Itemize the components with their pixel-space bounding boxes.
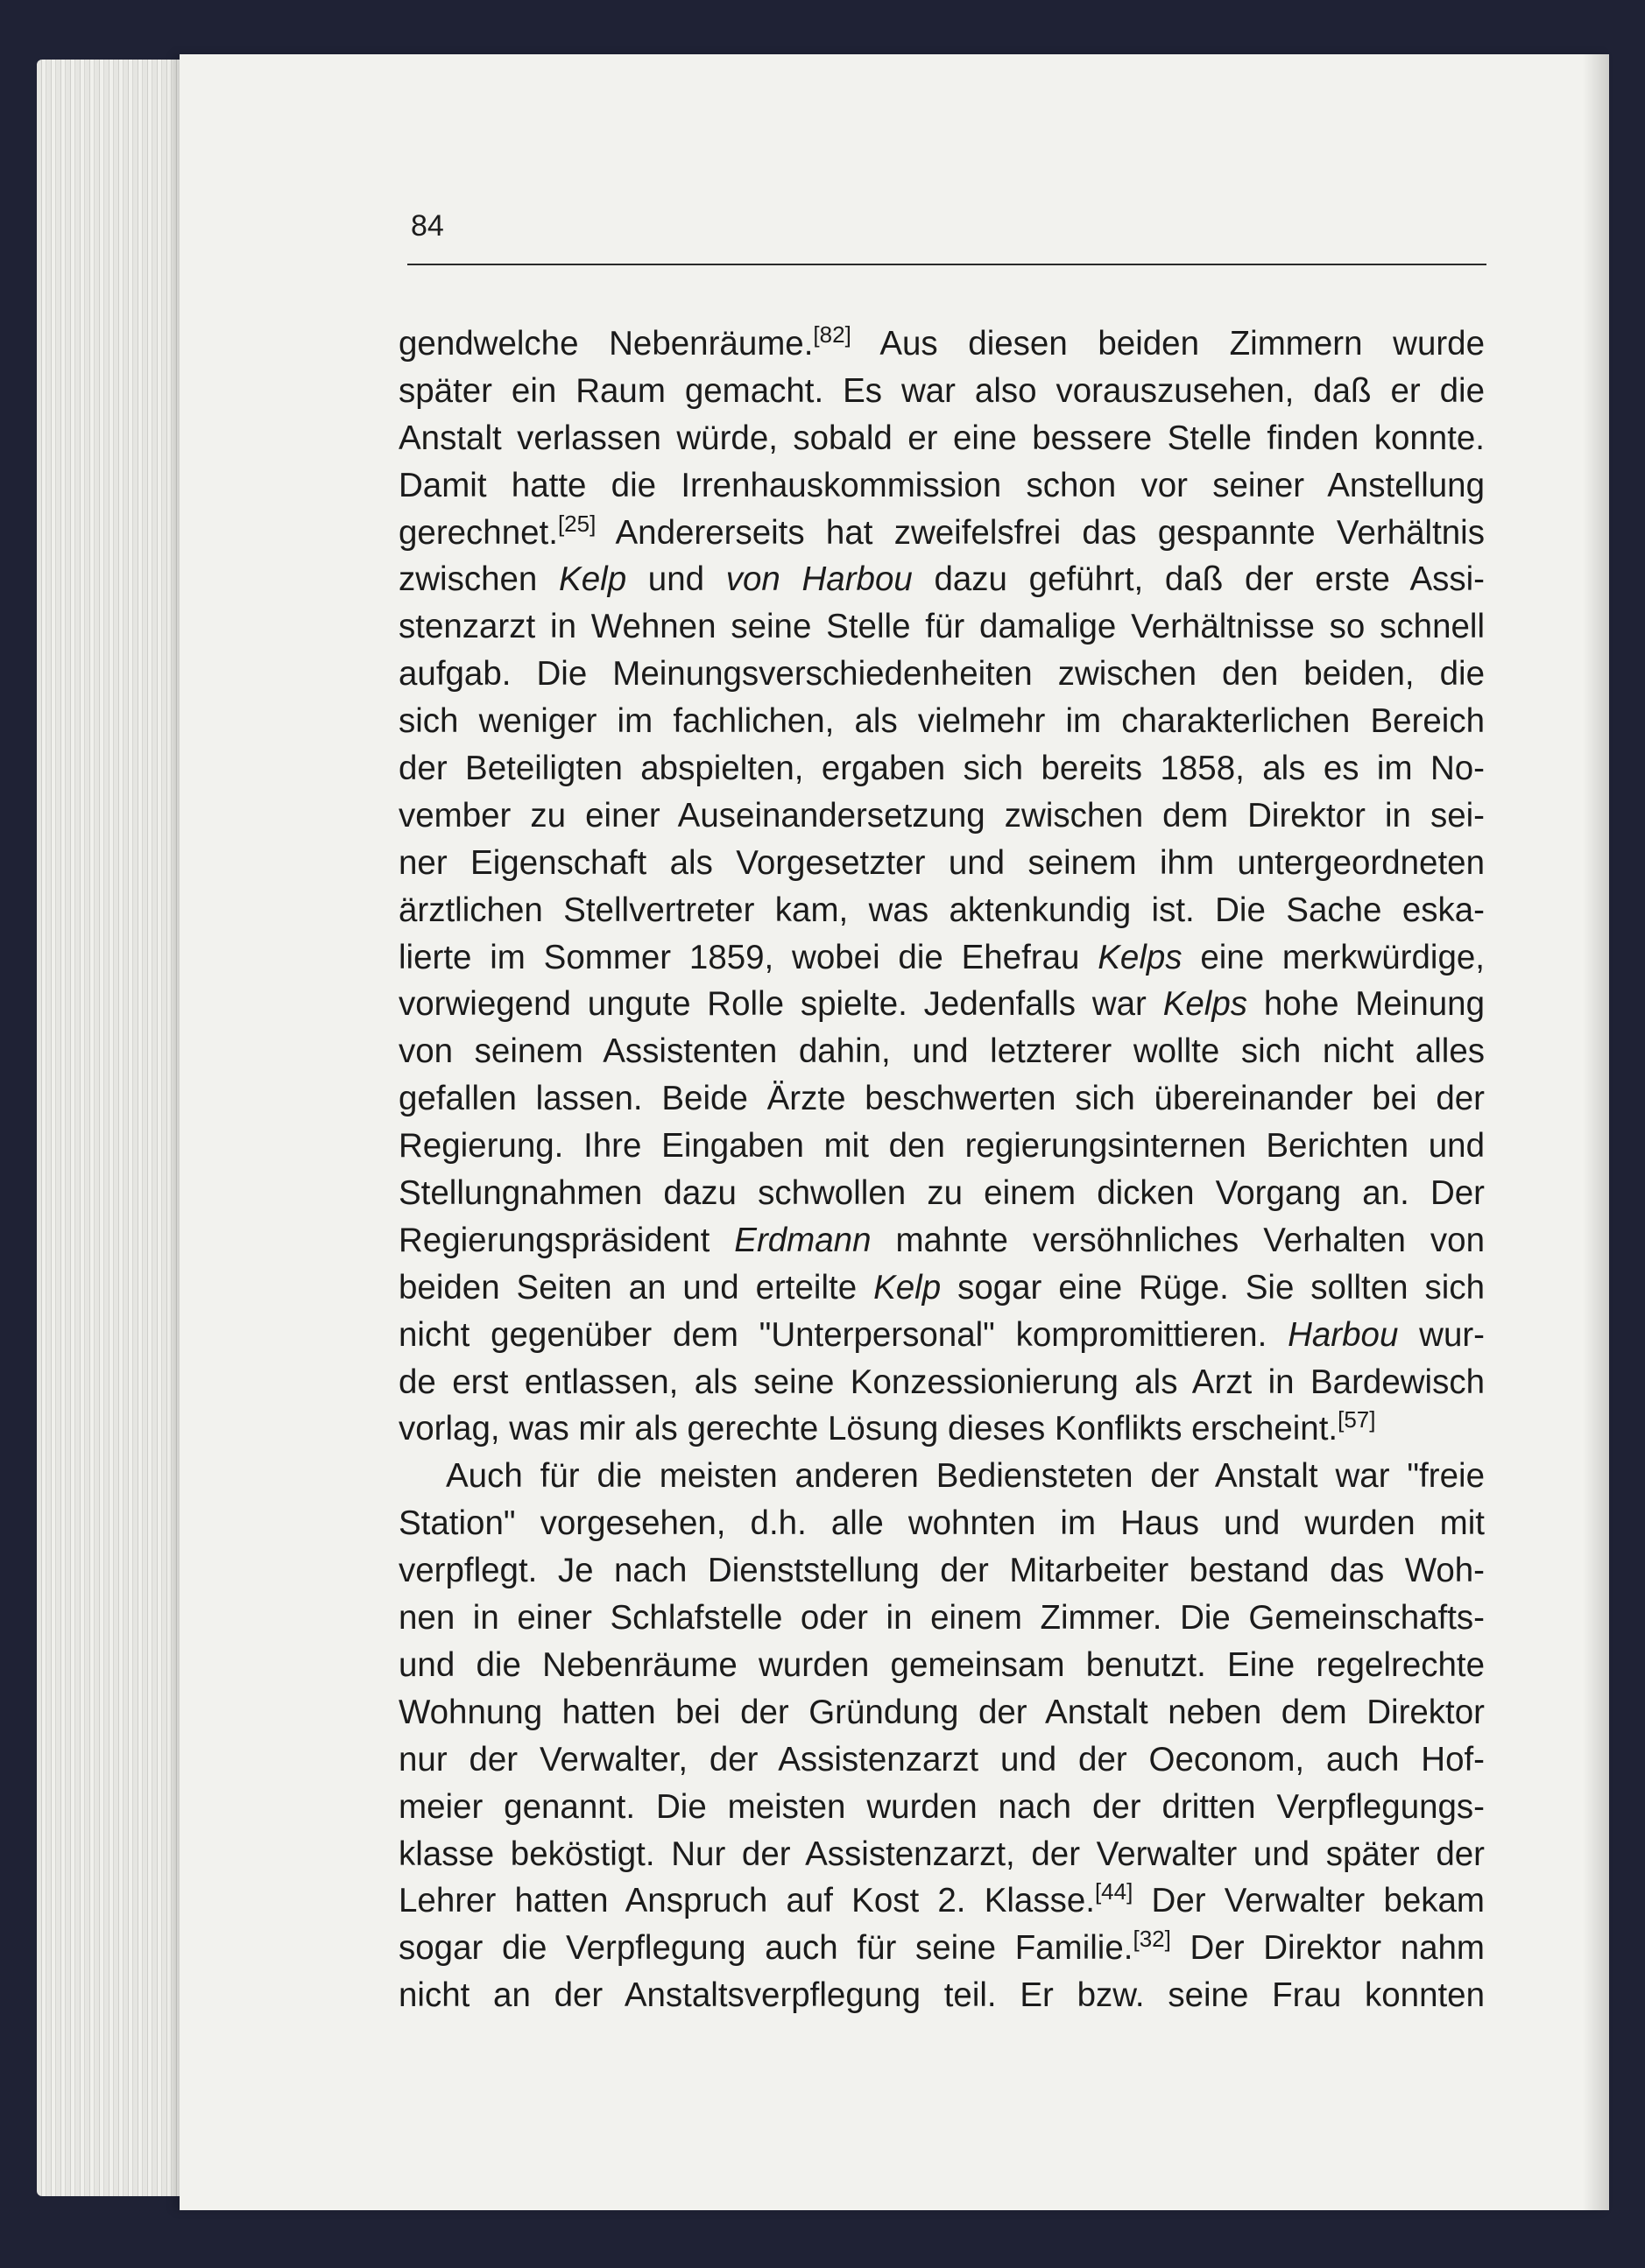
text-line: Wohnung hatten bei der Gründung der Anstalt neben dem Direktor — [399, 1693, 1485, 1731]
footnote-ref: [82] — [813, 321, 851, 348]
text-line: Damit hatte die Irrenhauskommission schon vor seiner Anstellung — [399, 466, 1485, 504]
person-name: Harbou — [1288, 1315, 1399, 1354]
text-line: Lehrer hatten Anspruch auf Kost 2. Klasse.[44] Der Verwalter bekam — [399, 1878, 1485, 1920]
text-line: ärztlichen Stellvertreter kam, was aktenkundig ist. Die Sache eska- — [399, 891, 1485, 929]
text-line: und die Nebenräume wurden gemeinsam benutzt. Eine regelrechte — [399, 1645, 1485, 1684]
text-line: zwischen Kelp und von Harbou dazu geführt, daß der erste Assi- — [399, 560, 1485, 599]
text-line: Regierungspräsident Erdmann mahnte versöhnliches Verhalten von — [399, 1221, 1485, 1259]
person-name: von Harbou — [725, 560, 913, 599]
footnote-ref: [25] — [557, 510, 597, 537]
text-line: nen in einer Schlafstelle oder in einem Zimmer. Die Gemeinschafts- — [399, 1599, 1485, 1638]
text-line: nur der Verwalter, der Assistenzarzt und der Oeconom, auch Hof- — [399, 1740, 1485, 1778]
text-line: vorlag, was mir als gerechte Lösung dieses Konflikts erscheint.[57] — [399, 1406, 1376, 1448]
text-line: Regierung. Ihre Eingaben mit den regierungsinternen Berichten und — [399, 1127, 1485, 1166]
text-line: von seinem Assistenten dahin, und letzterer wollte sich nicht alles — [399, 1032, 1485, 1071]
text-line: de erst entlassen, als seine Konzessionierung als Arzt in Bardewisch — [399, 1363, 1485, 1401]
text-line: stenzarzt in Wehnen seine Stelle für damalige Verhältnisse so schnell — [399, 608, 1485, 646]
text-line: gefallen lassen. Beide Ärzte beschwerten sich übereinander bei der — [399, 1080, 1485, 1118]
page-gutter-shadow — [1583, 54, 1609, 2210]
text-line: beiden Seiten an und erteilte Kelp sogar eine Rüge. Sie sollten sich — [399, 1268, 1485, 1307]
text-line: Station" vorgesehen, d.h. alle wohnten im Haus und wurden mit — [399, 1504, 1485, 1543]
person-name: Kelp — [873, 1268, 942, 1307]
body-text — [399, 320, 1485, 2019]
text-line: Stellungnahmen dazu schwollen zu einem dicken Vorgang an. Der — [399, 1174, 1485, 1213]
text-line: sich weniger im fachlichen, als vielmehr im charakterlichen Bereich — [399, 702, 1485, 741]
text-line: sogar die Verpflegung auch für seine Familie.[32] Der Direktor nahm — [399, 1926, 1485, 1968]
page-edges — [37, 60, 194, 2196]
footnote-ref: [44] — [1094, 1878, 1133, 1905]
person-name: Erdmann — [734, 1221, 872, 1259]
text-line: gerechnet.[25] Andererseits hat zweifelsfrei das gespannte Verhältnis — [399, 510, 1485, 552]
text-line: verpflegt. Je nach Dienststellung der Mitarbeiter bestand das Woh- — [399, 1552, 1485, 1590]
text-line: der Beteiligten abspielten, ergaben sich bereits 1858, als es im No- — [399, 750, 1485, 788]
person-name: Kelp — [559, 560, 627, 599]
text-line: Auch für die meisten anderen Bediensteten der Anstalt war "freie — [446, 1457, 1485, 1496]
text-line: vember zu einer Auseinandersetzung zwischen dem Direktor in sei- — [399, 796, 1485, 835]
text-line: nicht gegenüber dem "Unterpersonal" kompromittieren. Harbou wur- — [399, 1315, 1485, 1354]
page-number: 84 — [411, 209, 444, 243]
text-line: lierte im Sommer 1859, wobei die Ehefrau Kelps eine merkwürdige, — [399, 938, 1485, 976]
text-line: Anstalt verlassen würde, sobald er eine bessere Stelle finden konnte. — [399, 419, 1485, 457]
text-line: später ein Raum gemacht. Es war also vorauszusehen, daß er die — [399, 371, 1485, 410]
text-line: meier genannt. Die meisten wurden nach der dritten Verpflegungs- — [399, 1787, 1485, 1826]
text-line: aufgab. Die Meinungsverschiedenheiten zwischen den beiden, die — [399, 655, 1485, 694]
text-line: klasse beköstigt. Nur der Assistenzarzt, der Verwalter und später der — [399, 1835, 1485, 1873]
text-line: vorwiegend ungute Rolle spielte. Jedenfalls war Kelps hohe Meinung — [399, 985, 1485, 1024]
text-line: nicht an der Anstaltsverpflegung teil. Er bzw. seine Frau konnten — [399, 1976, 1485, 2015]
text-line: gendwelche Nebenräume.[82] Aus diesen beiden Zimmern wurde — [399, 321, 1486, 363]
person-name: Kelps — [1098, 938, 1183, 976]
footnote-ref: [32] — [1133, 1926, 1171, 1953]
running-header — [407, 206, 1486, 265]
person-name: Kelps — [1162, 985, 1248, 1024]
text-line: ner Eigenschaft als Vorgesetzter und seinem ihm untergeordneten — [399, 843, 1485, 882]
footnote-ref: [57] — [1338, 1406, 1376, 1433]
